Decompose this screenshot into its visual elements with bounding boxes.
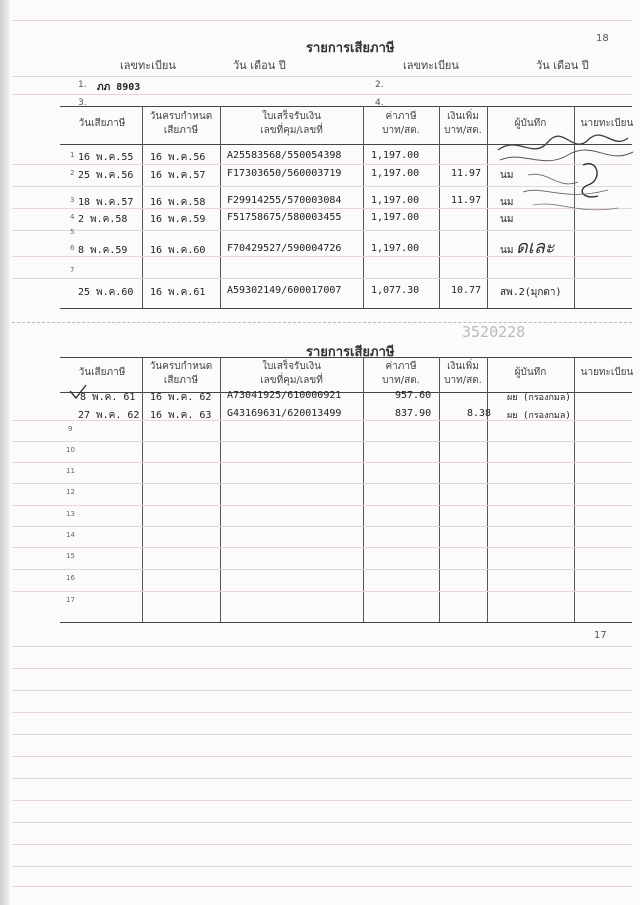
slot-2-label: 2. (375, 80, 384, 90)
col-tax-line1: ค่าภาษี (385, 111, 417, 122)
extra-amount: 11.97 (451, 168, 482, 179)
tax-amount: 1,077.30 (371, 285, 420, 296)
row-label: 10 (66, 446, 75, 454)
receipt-number: F70429527/590004726 (227, 243, 342, 254)
due-date: 16 พ.ค.59 (150, 214, 206, 225)
tax-amount: 1,197.00 (371, 243, 420, 254)
tax-amount: 1,197.00 (371, 212, 420, 223)
pay-date: 8 พ.ค. 61 (80, 392, 136, 403)
col-due-line2: เสียภาษี (163, 125, 199, 136)
row-label: 17 (66, 596, 75, 604)
tax-amount: 957.60 (395, 390, 432, 401)
handwritten-note: ดเละ (516, 237, 555, 258)
col-pay-date: วันเสียภาษี (78, 118, 126, 129)
tax-amount: 837.90 (395, 408, 432, 419)
due-date: 16 พ.ค. 63 (150, 410, 212, 421)
pay-date: 16 พ.ค.55 (78, 152, 134, 163)
col-tax-line2: บาท/สต. (382, 125, 420, 136)
signature-scribble (488, 130, 638, 230)
faint-stamp-number: 3520228 (462, 323, 526, 341)
due-date: 16 พ.ค.60 (150, 245, 206, 256)
due-date: 16 พ.ค.56 (150, 152, 206, 163)
row-label: 16 (66, 574, 75, 582)
due-date: 16 พ.ค.58 (150, 197, 206, 208)
header-right-reg: เลขทะเบียน (403, 59, 459, 72)
row-label: 11 (66, 467, 75, 475)
col-extra-line2: บาท/สต. (444, 375, 482, 386)
pay-date: 8 พ.ค.59 (78, 245, 128, 256)
pay-date: 2 พ.ค.58 (78, 214, 128, 225)
tax-amount: 1,197.00 (371, 168, 420, 179)
recorder: นม (500, 170, 514, 181)
receipt-number: A25583568/550054398 (227, 150, 342, 161)
col-due-line1: วันครบกำหนด (149, 111, 213, 122)
col-extra-line1: เงินเพิ่ม (447, 111, 479, 122)
extra-amount: 10.77 (451, 285, 482, 296)
col-recorder: ผู้บันทึก (514, 367, 547, 378)
extra-amount: 8.38 (467, 408, 492, 419)
row-label: 13 (66, 510, 75, 518)
recorder: สพ.2(มุกดา) (500, 287, 562, 298)
col-registrar: นายทะเบียน (580, 118, 634, 129)
header-left-date: วัน เดือน ปี (233, 59, 286, 72)
slot-4-label: 4. (375, 98, 384, 108)
col-receipt-line1: ใบเสร็จรับเงิน (262, 111, 321, 122)
col-tax-line1: ค่าภาษี (385, 361, 417, 372)
col-receipt-line2: เลขที่คุม/เลขที่ (260, 375, 323, 386)
row-label: 7 (70, 266, 75, 274)
col-recorder: ผู้บันทึก (514, 118, 547, 129)
receipt-number: F29914255/570003084 (227, 195, 342, 206)
tax-amount: 1,197.00 (371, 195, 420, 206)
row-label: 14 (66, 531, 75, 539)
recorder: นม (500, 214, 514, 225)
pay-date: 27 พ.ค. 62 (78, 410, 140, 421)
col-receipt-line1: ใบเสร็จรับเงิน (262, 361, 321, 372)
col-due-line1: วันครบกำหนด (149, 361, 213, 372)
receipt-number: G43169631/620013499 (227, 408, 342, 419)
row-label: 15 (66, 552, 75, 560)
extra-amount: 11.97 (451, 195, 482, 206)
col-receipt-line2: เลขที่คุม/เลขที่ (260, 125, 323, 136)
receipt-number: A73041925/610000921 (227, 390, 342, 401)
pay-date: 18 พ.ค.57 (78, 197, 134, 208)
slot-3-label: 3. (78, 98, 87, 108)
recorder: ผย (กรองกมล) (507, 393, 571, 403)
due-date: 16 พ.ค. 62 (150, 392, 212, 403)
due-date: 16 พ.ค.57 (150, 170, 206, 181)
scan-edge (0, 0, 10, 905)
col-extra-line2: บาท/สต. (444, 125, 482, 136)
page-number-top: 18 (596, 33, 609, 44)
tax-amount: 1,197.00 (371, 150, 420, 161)
receipt-number: A59302149/600017007 (227, 285, 342, 296)
col-due-line2: เสียภาษี (163, 375, 199, 386)
receipt-number: F17303650/560003719 (227, 168, 342, 179)
recorder: นม (500, 245, 514, 256)
page-number-bottom: 17 (594, 630, 607, 641)
page-title: รายการเสียภาษี (306, 41, 395, 56)
receipt-number: F51758675/580003455 (227, 212, 342, 223)
row-label: 12 (66, 488, 75, 496)
recorder: ผย (กรองกมล) (507, 411, 571, 421)
section-title: รายการเสียภาษี (306, 345, 395, 360)
header-left-reg: เลขทะเบียน (120, 59, 176, 72)
slot-1-label: 1. (78, 80, 87, 90)
col-pay-date: วันเสียภาษี (78, 367, 126, 378)
pay-date: 25 พ.ค.60 (78, 287, 134, 298)
col-extra-line1: เงินเพิ่ม (447, 361, 479, 372)
row-label: 9 (68, 425, 73, 433)
header-right-date: วัน เดือน ปี (536, 59, 589, 72)
pay-date: 25 พ.ค.56 (78, 170, 134, 181)
row-label: 5 (70, 228, 75, 236)
recorder: นม (500, 197, 514, 208)
due-date: 16 พ.ค.61 (150, 287, 206, 298)
col-registrar: นายทะเบียน (580, 367, 634, 378)
col-tax-line2: บาท/สต. (382, 375, 420, 386)
registration-number: ภภ 8903 (97, 82, 141, 93)
